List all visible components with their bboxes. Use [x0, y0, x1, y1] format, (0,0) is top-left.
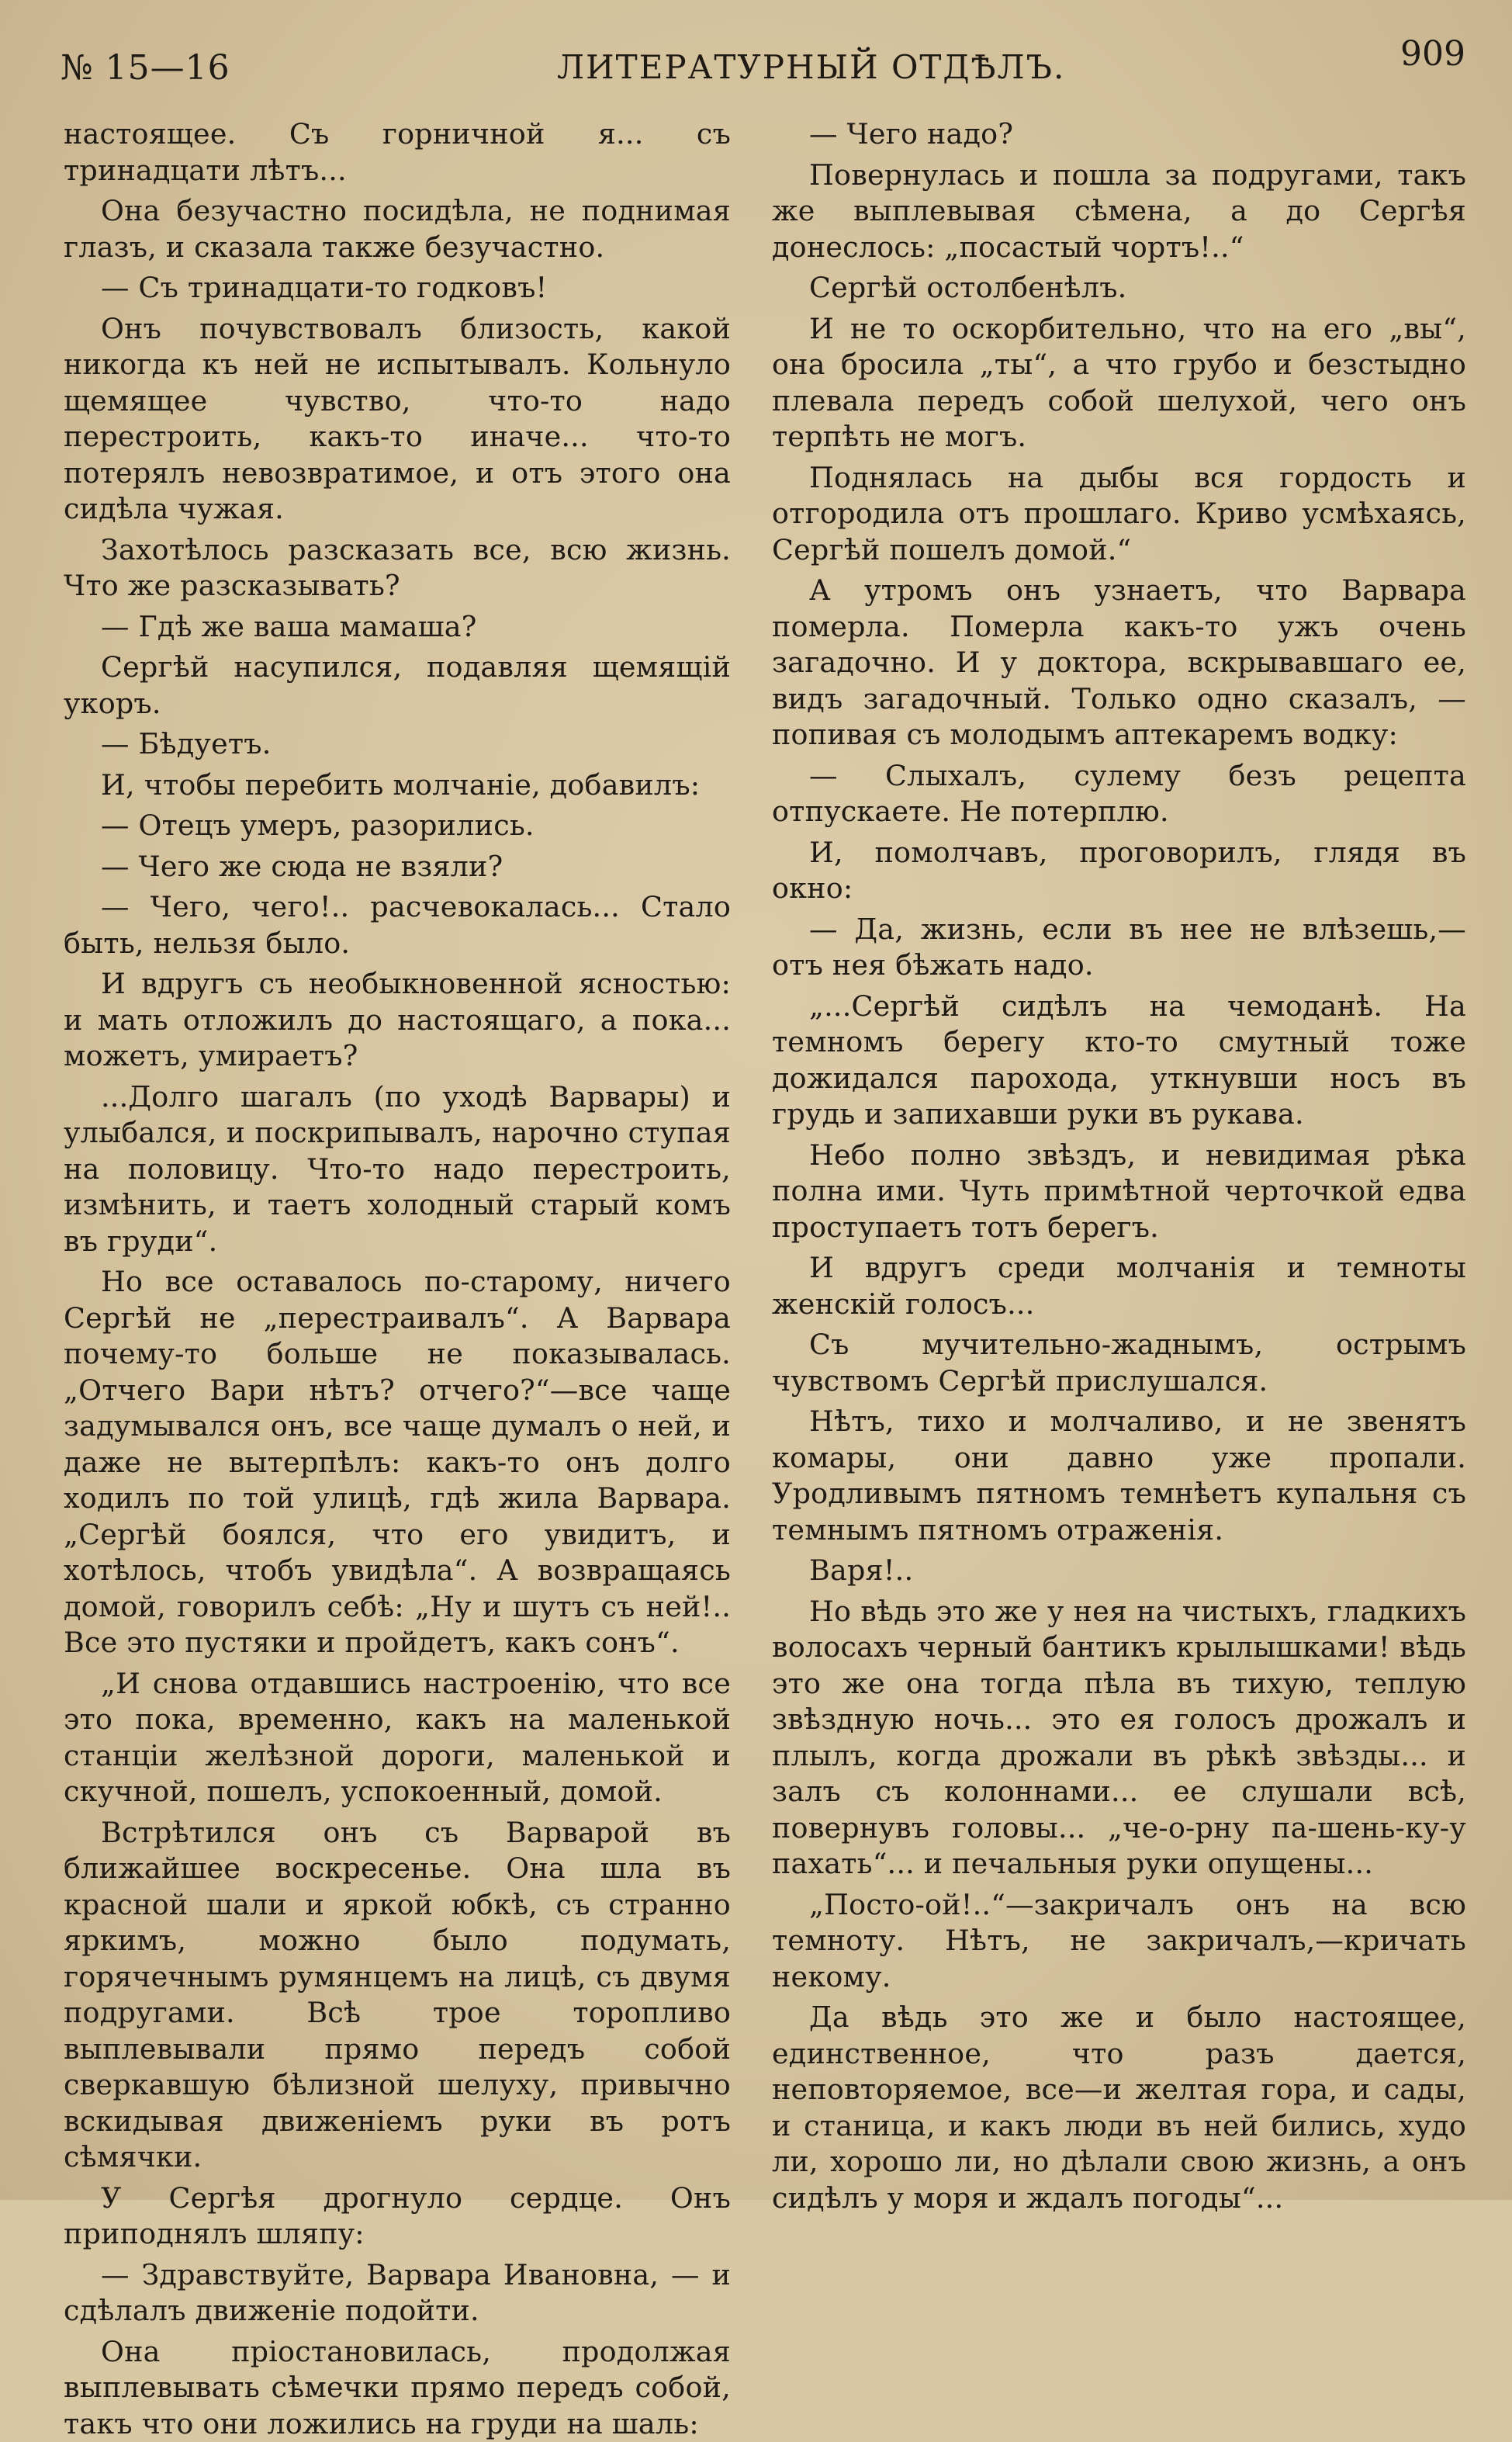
- paragraph: Нѣтъ, тихо и молчаливо, и не звенятъ комары, они давно уже пропали. Уродливымъ пятномъ темнѣетъ купальня съ темнымъ пятномъ отраженія.: [772, 1404, 1466, 1548]
- page-header: [61, 34, 1465, 96]
- paragraph: — Чего надо?: [772, 116, 1466, 153]
- paragraph: Варя!..: [772, 1553, 1466, 1589]
- paragraph: Но вѣдь это же у нея на чистыхъ, гладкихъ волосахъ черный бантикъ крылышками! вѣдь это же она тогда пѣла въ тихую, теплую звѣздную ночь... это ея голосъ дрожалъ и плылъ, когда дрожали въ рѣкѣ звѣзды... и залъ съ колоннами... ее слушали всѣ, повернувъ головы... „че-о-рну па-шень-ку-у пахать“... и печальныя руки опущены...: [772, 1594, 1466, 1883]
- paragraph: И вдругъ съ необыкновенной ясностью: и мать отложилъ до настоящаго, а пока... можетъ, умираетъ?: [64, 966, 731, 1075]
- paragraph: — Отецъ умеръ, разорились.: [64, 808, 731, 844]
- paragraph: И, чтобы перебить молчаніе, добавилъ:: [64, 767, 731, 804]
- paragraph: „...Сергѣй сидѣлъ на чемоданѣ. На темномъ берегу кто-то смутный тоже дожидался парохода, уткнувши носъ въ грудь и запихавши руки въ рукава.: [772, 989, 1466, 1133]
- paragraph: Она пріостановилась, продолжая выплевывать сѣмечки прямо передъ собой, такъ что они ложились на груди на шаль:: [64, 2334, 731, 2442]
- paragraph: И не то оскорбительно, что на его „вы“, она бросила „ты“, а что грубо и безстыдно плевала передъ собой шелухой, чего онъ терпѣть не могъ.: [772, 311, 1466, 455]
- paragraph: — Чего, чего!.. расчевокалась... Стало быть, нельзя было.: [64, 889, 731, 961]
- paragraph: Но все оставалось по-старому, ничего Сергѣй не „перестраивалъ“. А Варвара почему-то больше не показывалась. „Отчего Вари нѣтъ? отчего?“—все чаще задумывался онъ, все чаще думалъ о ней, и даже не вытерпѣлъ: какъ-то онъ долго ходилъ по той улицѣ, гдѣ жила Варвара. „Сергѣй боялся, что его увидитъ, и хотѣлось, чтобъ увидѣла“. А возвращаясь домой, говорилъ себѣ: „Ну и шутъ съ ней!.. Все это пустяки и пройдетъ, какъ сонъ“.: [64, 1264, 731, 1661]
- paragraph: „И снова отдавшись настроенію, что все это пока, временно, какъ на маленькой станціи желѣзной дороги, маленькой и скучной, пошелъ, успокоенный, домой.: [64, 1666, 731, 1810]
- paragraph: ...Долго шагалъ (по уходѣ Варвары) и улыбался, и поскрипывалъ, нарочно ступая на половицу. Что-то надо перестроить, измѣнить, и таетъ холодный старый комъ въ груди“.: [64, 1079, 731, 1260]
- paragraph: Она безучастно посидѣла, не поднимая глазъ, и сказала также безучастно.: [64, 193, 731, 265]
- paragraph: Поднялась на дыбы вся гордость и отгородила отъ прошлаго. Криво усмѣхаясь, Сергѣй пошелъ домой.“: [772, 460, 1466, 569]
- paragraph: — Бѣдуетъ.: [64, 726, 731, 763]
- issue-number: № 15—16: [61, 48, 230, 88]
- paragraph: — Съ тринадцати-то годковъ!: [64, 270, 731, 307]
- paragraph: Повернулась и пошла за подругами, такъ же выплевывая сѣмена, а до Сергѣя донеслось: „посастый чортъ!..“: [772, 158, 1466, 266]
- paragraph: А утромъ онъ узнаетъ, что Варвара померла. Померла какъ-то ужъ очень загадочно. И у доктора, вскрывавшаго ее, видъ загадочный. Только одно сказалъ, — попивая съ молодымъ аптекаремъ водку:: [772, 573, 1466, 753]
- paragraph: Да вѣдь это же и было настоящее, единственное, что разъ дается, неповторяемое, все—и желтая гора, и сады, и станица, и какъ люди въ ней бились, худо ли, хорошо ли, но дѣлали свою жизнь, а онъ сидѣлъ у моря и ждалъ погоды“...: [772, 2000, 1466, 2216]
- paragraph: — Гдѣ же ваша мамаша?: [64, 609, 731, 646]
- paragraph: — Здравствуйте, Варвара Ивановна, — и сдѣлалъ движеніе подойти.: [64, 2257, 731, 2329]
- paragraph: „Посто-ой!..“—закричалъ онъ на всю темноту. Нѣтъ, не закричалъ,—кричать некому.: [772, 1887, 1466, 1996]
- paragraph: Съ мучительно-жаднымъ, острымъ чувствомъ Сергѣй прислушался.: [772, 1327, 1466, 1399]
- paragraph: И, помолчавъ, проговорилъ, глядя въ окно:: [772, 835, 1466, 907]
- paragraph: Онъ почувствовалъ близость, какой никогда къ ней не испытывалъ. Кольнуло щемящее чувство, что-то надо перестроить, какъ-то иначе... что-то потерялъ невозвратимое, и отъ этого она сидѣла чужая.: [64, 311, 731, 528]
- paragraph: — Да, жизнь, если въ нее не влѣзешь,— отъ нея бѣжать надо.: [772, 912, 1466, 984]
- page-number: 909: [1400, 34, 1465, 74]
- right-column: [772, 116, 1466, 2165]
- paragraph: И вдругъ среди молчанія и темноты женскій голосъ...: [772, 1250, 1466, 1322]
- paragraph: Встрѣтился онъ съ Варварой въ ближайшее воскресенье. Она шла въ красной шали и яркой юбкѣ, съ странно яркимъ, можно было подумать, горячечнымъ румянцемъ на лицѣ, съ двумя подругами. Всѣ трое торопливо выплевывали прямо передъ собой сверкавшую бѣлизной шелуху, привычно вскидывая движеніемъ руки въ ротъ сѣмячки.: [64, 1815, 731, 2176]
- paragraph: Сергѣй насупился, подавляя щемящій укоръ.: [64, 649, 731, 722]
- paragraph: Небо полно звѣздъ, и невидимая рѣка полна ими. Чуть примѣтной черточкой едва проступаетъ тотъ берегъ.: [772, 1138, 1466, 1246]
- paragraph: Захотѣлось разсказать все, всю жизнь. Что же разсказывать?: [64, 532, 731, 604]
- left-column: [64, 116, 731, 2165]
- paragraph: — Слыхалъ, сулему безъ рецепта отпускаете. Не потерплю.: [772, 758, 1466, 830]
- paragraph: настоящее. Съ горничной я... съ тринадцати лѣтъ...: [64, 116, 731, 189]
- paragraph: Сергѣй остолбенѣлъ.: [772, 270, 1466, 307]
- paragraph: — Чего же сюда не взяли?: [64, 849, 731, 885]
- section-title: ЛИТЕРАТУРНЫЙ ОТДѢЛЪ.: [557, 48, 1065, 86]
- paragraph: У Сергѣя дрогнуло сердце. Онъ приподнялъ шляпу:: [64, 2180, 731, 2253]
